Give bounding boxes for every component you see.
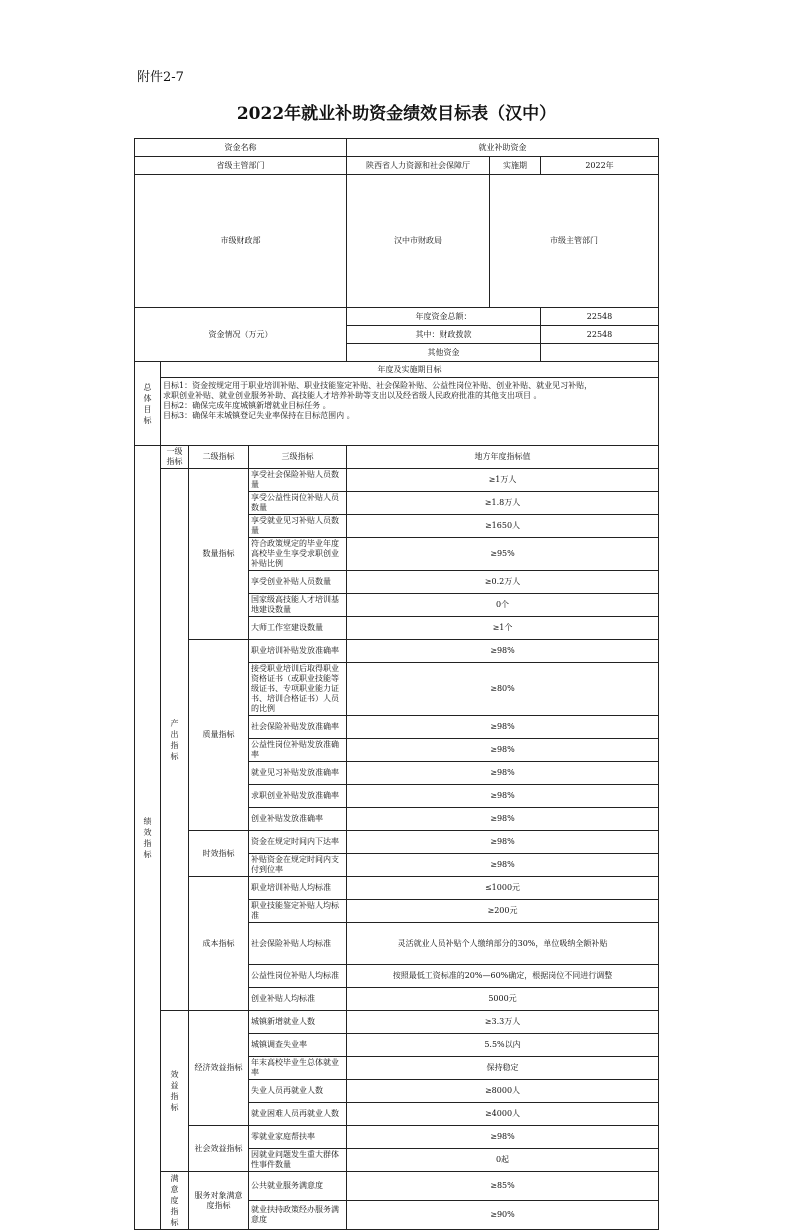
level3-indicator: 职业培训补贴发放准确率 bbox=[249, 640, 347, 663]
level3-indicator: 失业人员再就业人数 bbox=[249, 1080, 347, 1103]
indicator-value: ≥98% bbox=[347, 716, 659, 739]
level3-indicator: 享受公益性岗位补贴人员数量 bbox=[249, 492, 347, 515]
indicator-value: ≥85% bbox=[347, 1172, 659, 1201]
level3-indicator: 社会保险补贴发放准确率 bbox=[249, 716, 347, 739]
table-row bbox=[135, 640, 659, 663]
level3-indicator: 职业培训补贴人均标准 bbox=[249, 877, 347, 900]
level2-indicator: 数量指标 bbox=[189, 469, 249, 640]
indicator-value: ≥98% bbox=[347, 739, 659, 762]
goal-line: 求职创业补贴、就业创业服务补助、高技能人才培养补助等支出以及经省级人民政府批准的其他支出项目 。 bbox=[163, 391, 542, 400]
indicator-value: ≥98% bbox=[347, 854, 659, 877]
level3-indicator: 接受职业培训后取得职业资格证书（或职业技能等级证书、专项职业能力证书、培训合格证书）人员的比例 bbox=[249, 663, 347, 716]
level2-indicator: 成本指标 bbox=[189, 877, 249, 1011]
level3-indicator: 资金在规定时间内下达率 bbox=[249, 831, 347, 854]
level3-indicator: 因就业问题发生重大群体性事件数量 bbox=[249, 1149, 347, 1172]
level3-indicator: 符合政策规定的毕业年度高校毕业生享受求职创业补贴比例 bbox=[249, 538, 347, 571]
indicator-value: 5000元 bbox=[347, 988, 659, 1011]
prov-dept-label: 省级主管部门 bbox=[135, 157, 347, 175]
funds-label: 资金情况（万元） bbox=[135, 308, 347, 362]
page-title: 2022年就业补助资金绩效目标表（汉中） bbox=[236, 104, 557, 124]
level3-indicator: 就业见习补贴发放准确率 bbox=[249, 762, 347, 785]
level1-indicator: 满意度指标 bbox=[161, 1172, 189, 1230]
overall-goals-label: 总体目标 bbox=[135, 362, 161, 446]
goal-line: 目标1：资金按规定用于职业培训补贴、职业技能鉴定补贴、社会保险补贴、公益性岗位补贴、创业补贴、就业见习补贴， bbox=[163, 381, 593, 390]
indicator-value: 保持稳定 bbox=[347, 1057, 659, 1080]
indicator-value: ≥1650人 bbox=[347, 515, 659, 538]
indicator-value: ≥95% bbox=[347, 538, 659, 571]
col-level3: 三级指标 bbox=[249, 446, 347, 469]
level3-indicator: 城镇新增就业人数 bbox=[249, 1011, 347, 1034]
perf-indicators-label: 绩效指标 bbox=[135, 446, 161, 1230]
level3-indicator: 享受创业补贴人员数量 bbox=[249, 571, 347, 594]
goals-text bbox=[161, 378, 659, 446]
table-row bbox=[135, 469, 659, 492]
level3-indicator: 年末高校毕业生总体就业率 bbox=[249, 1057, 347, 1080]
level3-indicator: 公益性岗位补贴发放准确率 bbox=[249, 739, 347, 762]
indicator-value: ≥1万人 bbox=[347, 469, 659, 492]
attachment-label: 附件2-7 bbox=[137, 70, 184, 85]
indicator-value: ≥1.8万人 bbox=[347, 492, 659, 515]
col-level2: 二级指标 bbox=[189, 446, 249, 469]
level2-indicator: 质量指标 bbox=[189, 640, 249, 831]
indicator-value: 灵活就业人员补贴个人缴纳部分的30%，单位吸纳全额补贴 bbox=[347, 923, 659, 965]
level3-indicator: 就业困难人员再就业人数 bbox=[249, 1103, 347, 1126]
total-funds-value: 22548 bbox=[541, 308, 659, 326]
level2-indicator: 社会效益指标 bbox=[189, 1126, 249, 1172]
prov-dept-value: 陕西省人力资源和社会保障厅 bbox=[347, 157, 490, 175]
indicator-value: ≥0.2万人 bbox=[347, 571, 659, 594]
level3-indicator: 创业补贴人均标准 bbox=[249, 988, 347, 1011]
indicator-value: ≥98% bbox=[347, 1126, 659, 1149]
table-row bbox=[135, 831, 659, 854]
indicator-value: ≥98% bbox=[347, 808, 659, 831]
city-finance-label: 市级财政部 bbox=[135, 175, 347, 308]
indicator-value: 0起 bbox=[347, 1149, 659, 1172]
fund-name-label: 资金名称 bbox=[135, 139, 347, 157]
other-funds-label: 其他资金 bbox=[347, 344, 541, 362]
level3-indicator: 社会保险补贴人均标准 bbox=[249, 923, 347, 965]
level3-indicator: 创业补贴发放准确率 bbox=[249, 808, 347, 831]
level1-indicator: 产出指标 bbox=[161, 469, 189, 1011]
indicator-value: ≥90% bbox=[347, 1201, 659, 1230]
indicator-value: 5.5%以内 bbox=[347, 1034, 659, 1057]
period-label: 实施期 bbox=[490, 157, 541, 175]
level3-indicator: 城镇调查失业率 bbox=[249, 1034, 347, 1057]
level3-indicator: 公益性岗位补贴人均标准 bbox=[249, 965, 347, 988]
level2-indicator: 经济效益指标 bbox=[189, 1011, 249, 1126]
level3-indicator: 享受就业见习补贴人员数量 bbox=[249, 515, 347, 538]
indicator-value: ≤1000元 bbox=[347, 877, 659, 900]
indicator-value: ≥3.3万人 bbox=[347, 1011, 659, 1034]
indicator-value: ≥4000人 bbox=[347, 1103, 659, 1126]
level3-indicator: 就业扶持政策经办服务满意度 bbox=[249, 1201, 347, 1230]
table-row bbox=[135, 1126, 659, 1149]
level2-indicator: 服务对象满意度指标 bbox=[189, 1172, 249, 1230]
col-value: 地方年度指标值 bbox=[347, 446, 659, 469]
indicator-value: ≥98% bbox=[347, 640, 659, 663]
indicator-value: ≥200元 bbox=[347, 900, 659, 923]
city-finance-value: 汉中市财政局 bbox=[347, 175, 490, 308]
table-row bbox=[135, 1172, 659, 1201]
total-funds-label: 年度资金总额： bbox=[347, 308, 541, 326]
table-row bbox=[135, 1011, 659, 1034]
performance-table bbox=[134, 138, 659, 1230]
indicator-value: ≥98% bbox=[347, 762, 659, 785]
fiscal-funds-value: 22548 bbox=[541, 326, 659, 344]
indicator-value: ≥8000人 bbox=[347, 1080, 659, 1103]
fiscal-funds-label: 其中：财政拨款 bbox=[347, 326, 541, 344]
level3-indicator: 公共就业服务满意度 bbox=[249, 1172, 347, 1201]
indicator-value: ≥98% bbox=[347, 785, 659, 808]
fund-name-value: 就业补助资金 bbox=[347, 139, 659, 157]
level3-indicator: 补贴资金在规定时间内支付到位率 bbox=[249, 854, 347, 877]
indicator-value: 按照最低工资标准的20%—60%确定，根据岗位不同进行调整 bbox=[347, 965, 659, 988]
other-funds-value bbox=[541, 344, 659, 362]
indicator-value: ≥1个 bbox=[347, 617, 659, 640]
level2-indicator: 时效指标 bbox=[189, 831, 249, 877]
level3-indicator: 求职创业补贴发放准确率 bbox=[249, 785, 347, 808]
table-row bbox=[135, 877, 659, 900]
indicator-value: ≥98% bbox=[347, 831, 659, 854]
level3-indicator: 国家级高技能人才培训基地建设数量 bbox=[249, 594, 347, 617]
indicator-value: ≥80% bbox=[347, 663, 659, 716]
level1-indicator: 效益指标 bbox=[161, 1011, 189, 1172]
indicator-value: 0个 bbox=[347, 594, 659, 617]
level3-indicator: 零就业家庭帮扶率 bbox=[249, 1126, 347, 1149]
goals-heading: 年度及实施期目标 bbox=[161, 362, 659, 378]
period-value: 2022年 bbox=[541, 157, 659, 175]
goal-line: 目标2：确保完成年度城镇新增就业目标任务 。 bbox=[163, 401, 331, 410]
level3-indicator: 享受社会保险补贴人员数量 bbox=[249, 469, 347, 492]
goal-line: 目标3：确保年末城镇登记失业率保持在目标范围内 。 bbox=[163, 411, 355, 420]
col-level1: 一级指标 bbox=[161, 446, 189, 469]
level3-indicator: 大师工作室建设数量 bbox=[249, 617, 347, 640]
city-dept-label: 市级主管部门 bbox=[490, 175, 659, 308]
level3-indicator: 职业技能鉴定补贴人均标准 bbox=[249, 900, 347, 923]
